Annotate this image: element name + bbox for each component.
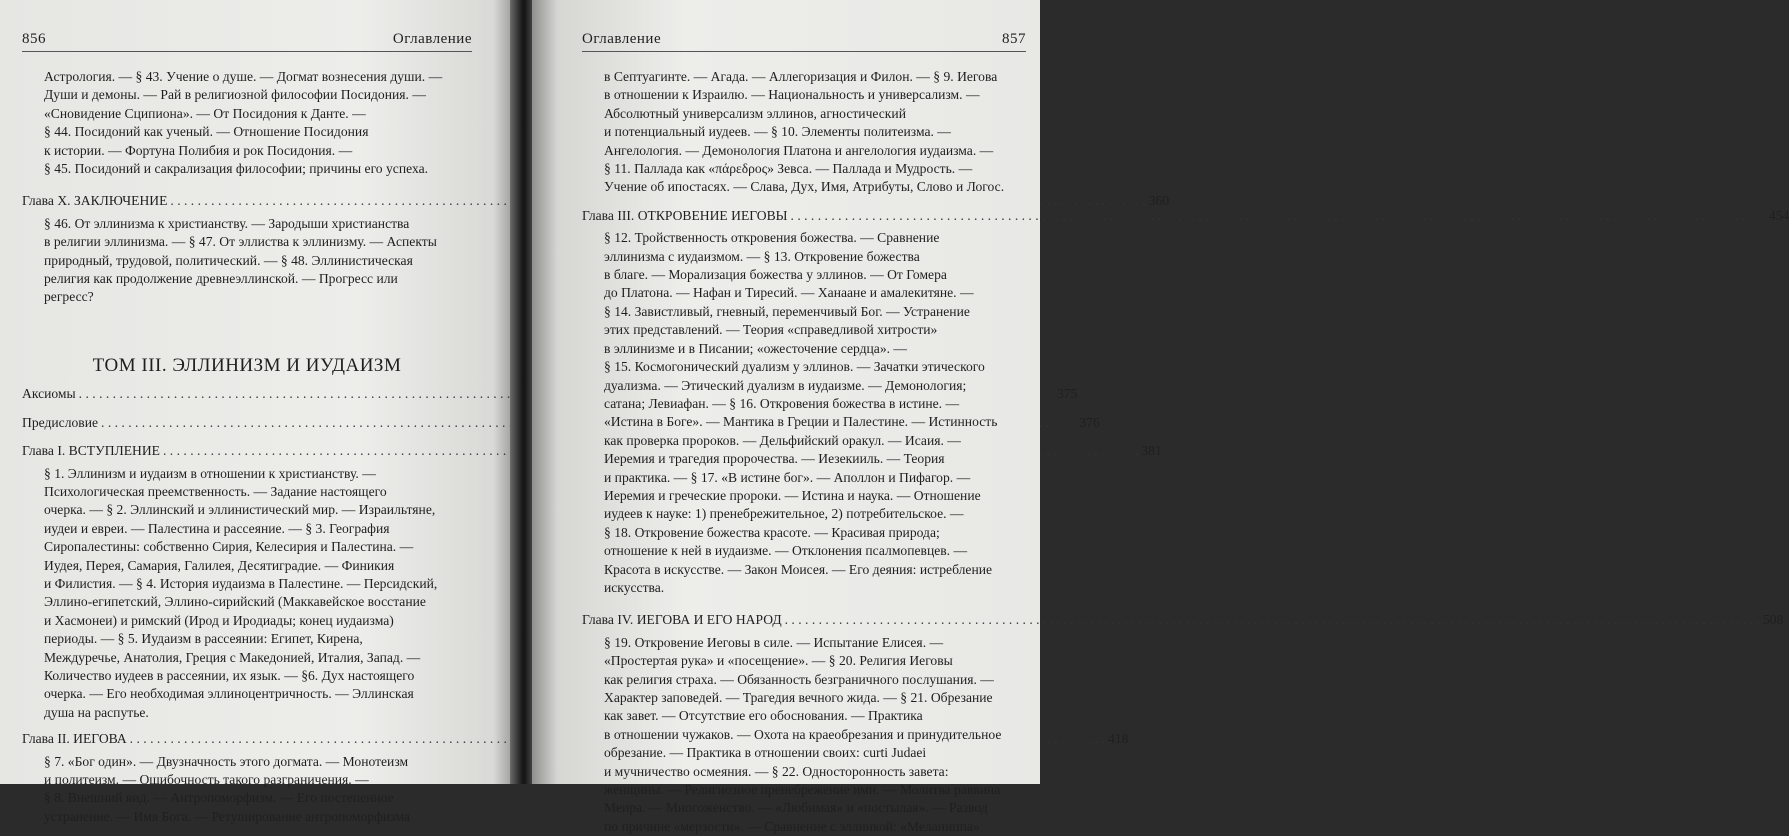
toc-line: Меира. — Многоженство. — «Любимая» и «постылая». — Развод — [604, 800, 988, 816]
toc-line: к истории. — Фортуна Полибия и рок Посидония. — — [44, 142, 353, 158]
toc-line: в отношении к Израилю. — Национальность и универсализм. — — [604, 87, 980, 103]
right-page-header — [582, 28, 1026, 52]
chapter-3-summary — [582, 229, 1026, 597]
toc-line: Иудея, Перея, Самария, Галилея, Десятиградие. — Финикия — [44, 557, 395, 573]
toc-line: Сиропалестины: собственно Сирия, Келесирия и Палестина. — — [44, 539, 414, 555]
toc-entry-page: 376 — [1079, 414, 1100, 430]
toc-line: отношение к ней в иудаизме. — Отклонения псалмопевцев. — — [604, 543, 968, 559]
toc-line: искусства. — [604, 579, 665, 595]
toc-line: до Платона. — Нафан и Тиресий. — Ханаане и амалекитяне. — — [604, 285, 974, 301]
toc-line: в благе. — Морализация божества у эллинов. — От Гомера — [604, 267, 947, 283]
toc-line: § 12. Тройственность откровения божества. — Сравнение — [604, 230, 940, 246]
toc-line: и политеизм. — Ошибочность такого разграничения. — — [44, 772, 369, 787]
toc-entry-page: 360 — [1148, 193, 1170, 209]
toc-line: Психологическая преемственность. — Задание настоящего — [44, 483, 387, 499]
toc-line: Эллино-египетский, Эллино-сирийский (Маккавейское восстание — [44, 594, 426, 610]
toc-line: эллинизма с иудаизмом. — § 13. Откровение божества — [604, 248, 920, 264]
toc-line: «Сновидение Сципиона». — От Посидония к Данте. — — [44, 105, 366, 121]
toc-line: Учение об ипостасях. — Слава, Дух, Имя, Атрибуты, Слово и Логос. — [604, 179, 1005, 195]
toc-line: Междуречье, Анатолия, Греция с Македонией, Италия, Запад. — — [44, 649, 421, 665]
toc-line: Ангелология. — Демонология Платона и ангелология иудаизма. — — [604, 142, 994, 158]
toc-line: иудеи и евреи. — Палестина и рассеяние. — § 3. География — [44, 520, 390, 536]
toc-line: этих представлений. — Теория «справедливой хитрости» — [604, 322, 938, 338]
toc-line: очерка. — Его необходимая эллиноцентричность. — Эллинская — [44, 686, 414, 702]
toc-line: § 1. Эллинизм и иудаизм в отношении к христианству. — — [44, 465, 376, 481]
toc-line: § 45. Посидоний и сакрализация философии; причины его успеха. — [44, 161, 429, 177]
toc-line: § 11. Паллада как «πάρεδρος» Зевса. — Паллада и Мудрость. — — [604, 161, 973, 177]
toc-entry-chapter-3[interactable] — [582, 207, 1789, 225]
toc-line: устранение. — Имя Бога. — Ретуширование антропоморфизма — [44, 808, 410, 824]
toc-entry-title: Глава IV. ИЕГОВА И ЕГО НАРОД — [582, 612, 782, 628]
chapter-2-summary — [22, 753, 472, 827]
toc-line: душа на распутье. — [44, 704, 149, 720]
toc-line: § 14. Завистливый, гневный, переменчивый Бог. — Устранение — [604, 303, 970, 319]
chapter-1-summary — [22, 465, 472, 723]
toc-entry-title: Предисловие — [22, 414, 99, 430]
toc-line: дуализма. — Этический дуализм в иудаизме. — Демонология; — [604, 377, 967, 393]
toc-line: § 18. Откровение божества красоте. — Красивая природа; — [604, 524, 940, 540]
toc-line: Количество иудеев в рассеянии, их язык. — §6. Дух настоящего — [44, 667, 415, 683]
toc-entry-page: 375 — [1057, 386, 1078, 402]
toc-entry-page: 454 — [1768, 207, 1789, 223]
toc-line: «Простертая рука» и «посещение». — § 20. Религия Иеговы — [604, 653, 953, 669]
toc-line: природный, трудовой, политический. — § 48. Эллинистическая — [44, 252, 413, 268]
toc-line: как проверка пророков. — Дельфийский оракул. — Исаия. — — [604, 432, 961, 448]
toc-line: § 15. Космогонический дуализм у эллинов. — Зачатки этического — [604, 359, 985, 375]
toc-entry-chapter-10[interactable] — [22, 192, 1170, 210]
toc-line: в отношении чужаков. — Охота на краеобрезания и принудительное — [604, 726, 1002, 742]
left-intro-block — [22, 68, 472, 178]
toc-line: в религии эллинизма. — § 47. От эллиства к эллинизму. — Аспекты — [44, 234, 437, 250]
toc-line: Иеремия и трагедия пророчества. — Иезекииль. — Теория — [604, 451, 945, 467]
toc-line: § 46. От эллинизма к христианству. — Зародыши христианства — [44, 215, 410, 231]
toc-line: и мучничество осмеяния. — § 22. Односторонность завета: — [604, 763, 949, 779]
volume-title: ТОМ III. ЭЛЛИНИЗМ И ИУДАИЗМ — [92, 354, 402, 376]
toc-entry-title: Глава II. ИЕГОВА — [22, 731, 127, 747]
toc-line: обрезание. — Практика в отношении своих: curti Judaei — [604, 745, 927, 761]
toc-line: как завет. — Отсутствие его обоснования. — Практика — [604, 708, 923, 724]
toc-entry-chapter-4[interactable] — [582, 611, 1784, 629]
toc-line: по причине «мерзости». — Сравнение с эллинкой: «Меланиппа» — [604, 818, 980, 834]
toc-line: Души и демоны. — Рай в религиозной философии Посидония. — — [44, 87, 426, 103]
toc-line: § 7. «Бог один». — Двузначность этого догмата. — Монотеизм — [44, 753, 409, 769]
toc-line: § 19. Откровение Иеговы в силе. — Испытание Елисея. — — [604, 634, 944, 650]
left-running-head: Оглавление — [392, 31, 472, 47]
toc-entry-page: 508 — [1762, 612, 1784, 628]
toc-line: Абсолютный универсализм эллинов, агностический — [604, 105, 906, 121]
toc-line: как религия страха. — Обязанность безграничного послушания. — — [604, 671, 994, 687]
toc-line: «Истина в Боге». — Мантика в Греции и Палестине. — Истинность — [604, 414, 998, 430]
toc-line: и Хасмонеи) и римский (Ирод и Иродиады; конец иудаизма) — [44, 612, 394, 628]
toc-line: и Филистия. — § 4. История иудаизма в Палестине. — Персидский, — [44, 575, 438, 591]
toc-line: женщины. — Религиозное пренебрежение ими. — Молитва раввина — [604, 782, 1001, 798]
toc-line: в Септуагинте. — Агада. — Аллегоризация и Филон. — § 9. Иегова — [604, 69, 998, 84]
toc-line: регресс? — [44, 289, 94, 305]
right-intro-block — [582, 68, 1026, 197]
left-page-header — [22, 28, 472, 52]
toc-line: сатана; Левиафан. — § 16. Откровения божества в истине. — — [604, 395, 960, 411]
toc-entry-title: Глава I. ВСТУПЛЕНИЕ — [22, 443, 160, 459]
toc-line: и практика. — § 17. «В истине бог». — Аполлон и Пифагор. — — [604, 469, 971, 485]
chapter-4-summary — [582, 634, 1026, 836]
toc-line: религия как продолжение древнеэллинской. — Прогресс или — [44, 271, 398, 287]
toc-entry-page: 418 — [1108, 731, 1129, 747]
toc-line: Астрология. — § 43. Учение о душе. — Догмат вознесения души. — — [44, 69, 443, 84]
toc-line: очерка. — § 2. Эллинский и эллинистический мир. — Израильтяне, — [44, 502, 436, 518]
left-page-number: 856 — [22, 31, 46, 47]
right-page-number: 857 — [1002, 31, 1026, 47]
right-running-head: Оглавление — [582, 31, 662, 47]
leader-dots — [785, 611, 1760, 629]
toc-line: Характер заповедей. — Трагедия вечного жида. — § 21. Обрезание — [604, 690, 993, 705]
toc-line: § 8. Внешний вид. — Антропоморфизм. — Его постепенное — [44, 790, 394, 806]
toc-line: в эллинизме и в Писании; «ожесточение сердца». — — [604, 340, 908, 356]
toc-line: и потенциальный иудеев. — § 10. Элементы политеизма. — — [604, 124, 951, 140]
chapter-10-summary — [22, 215, 472, 307]
toc-line: периоды. — § 5. Иудаизм в рассеянии: Египет, Кирена, — [44, 631, 363, 647]
toc-line: Иеремия и греческие пророки. — Истина и наука. — Отношение — [604, 487, 981, 503]
toc-entry-page: 381 — [1141, 443, 1162, 459]
toc-line: § 44. Посидоний как ученый. — Отношение Посидония — [44, 124, 369, 140]
toc-entry-title: Глава III. ОТКРОВЕНИЕ ИЕГОВЫ — [582, 207, 788, 223]
toc-entry-title: Глава X. ЗАКЛЮЧЕНИЕ — [22, 193, 168, 209]
toc-line: Красота в искусстве. — Закон Моисея. — Его деяния: истребление — [604, 561, 993, 577]
toc-line: иудеев к науке: 1) пренебрежительное, 2) потребительское. — — [604, 506, 964, 522]
leader-dots — [791, 207, 1766, 225]
toc-entry-title: Аксиомы — [22, 386, 76, 402]
